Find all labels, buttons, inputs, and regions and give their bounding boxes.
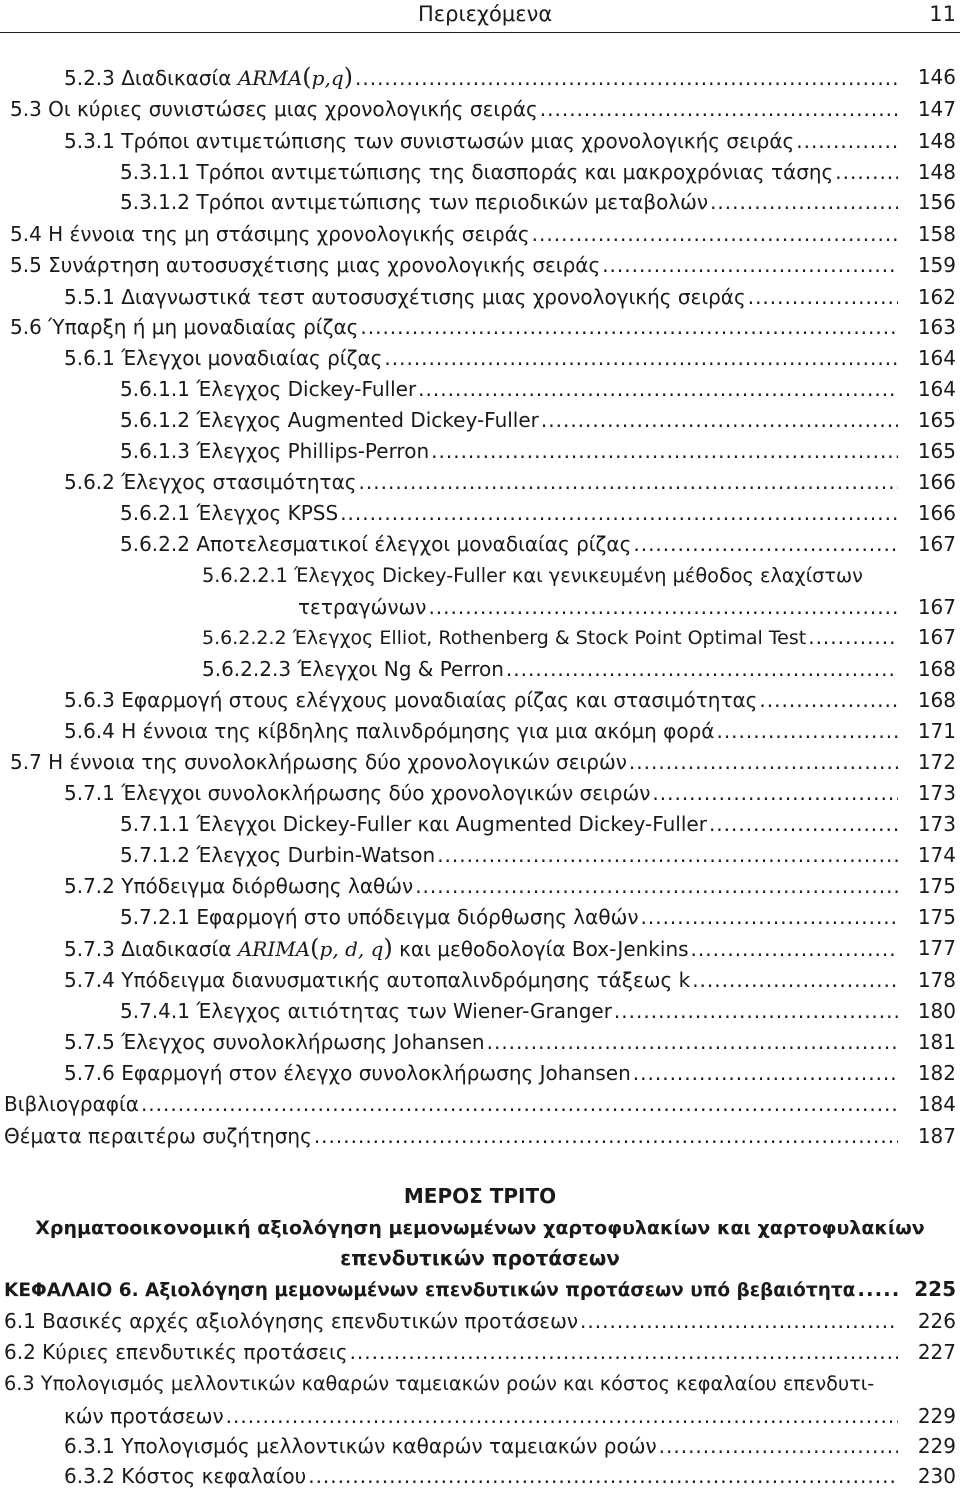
toc-entry-page: 175: [917, 905, 956, 929]
leader-dots: [759, 685, 898, 715]
toc-entry-page: 230: [917, 1464, 956, 1488]
toc-entry-page: 166: [917, 501, 956, 525]
leader-dots: [360, 312, 898, 342]
toc-entry-text: 5.3.1.2 Τρόποι αντιμετώπισης των περιοδικών μεταβολών: [120, 190, 709, 214]
toc-entry[interactable]: [0, 1431, 960, 1461]
toc-entry-page: 165: [917, 408, 956, 432]
chapter-entry[interactable]: [0, 1274, 960, 1304]
toc-entry-page: 158: [917, 222, 956, 246]
toc-entry-page: 180: [917, 999, 956, 1023]
leader-dots: [602, 250, 898, 280]
toc-entry[interactable]: [0, 436, 960, 466]
toc-entry-page: 171: [917, 719, 956, 743]
leader-dots: [532, 219, 898, 249]
toc-entry-page: 229: [917, 1404, 956, 1428]
toc-entry-page: 187: [917, 1124, 956, 1148]
toc-entry[interactable]: 5.7.3 Διαδικασία ARIMA(p, d, q) και μεθοδολογία Box-Jenkins ..... 177: [0, 933, 960, 963]
toc-entry[interactable]: [0, 126, 960, 156]
leader-dots: [415, 871, 898, 901]
toc-entry-text: 5.2.3 Διαδικασία: [64, 66, 238, 90]
leader-dots: [308, 1461, 898, 1491]
toc-entry-page: 229: [917, 1434, 956, 1458]
toc-entry[interactable]: [0, 374, 960, 404]
leader-dots: [659, 1431, 898, 1461]
leader-dots: [540, 94, 898, 124]
toc-entry-page: 227: [917, 1340, 956, 1364]
toc-entry-page: 172: [917, 750, 956, 774]
toc-entry-text: 5.6.1 Έλεγχοι μοναδιαίας ρίζας: [64, 346, 383, 370]
toc-entry[interactable]: 5.2.3 Διαδικασία ARMA(p,q) ..... 146: [0, 62, 960, 92]
header-title: Περιεχόμενα: [418, 2, 553, 26]
leader-dots: [710, 187, 898, 217]
toc-entry[interactable]: [0, 592, 960, 622]
toc-entry-page: 175: [917, 874, 956, 898]
toc-entry[interactable]: [0, 1401, 960, 1431]
toc-entry-page: 146: [917, 65, 956, 89]
toc-entry-text: 5.7.1 Έλεγχοι συνολοκλήρωσης δύο χρονολογικών σειρών: [64, 781, 651, 805]
toc-entry[interactable]: [0, 94, 960, 124]
part-label: ΜΕΡΟΣ ΤΡΙΤΟ: [403, 1184, 557, 1208]
leader-dots: [796, 126, 898, 156]
leader-dots: [340, 498, 898, 528]
toc-entry[interactable]: [0, 312, 960, 342]
leader-dots: [652, 778, 898, 808]
toc-entry-text: 5.6.3 Εφαρμογή στους ελέγχους μοναδιαίας ρίζας και στασιμότητας: [64, 688, 758, 712]
toc-entry[interactable]: [0, 157, 960, 187]
leader-dots: [716, 716, 898, 746]
toc-entry-continuation: κών προτάσεων: [64, 1404, 224, 1428]
toc-entry[interactable]: [0, 871, 960, 901]
toc-entry[interactable]: [0, 405, 960, 435]
toc-entry-page: 167: [917, 625, 956, 649]
toc-entry-math: ARMA: [237, 66, 303, 90]
leader-dots: [709, 809, 898, 839]
toc-entry[interactable]: [0, 1121, 960, 1151]
toc-entry[interactable]: [0, 685, 960, 715]
toc-entry[interactable]: [0, 778, 960, 808]
leader-dots: [835, 157, 898, 187]
toc-entry-text: 5.5.1 Διαγνωστικά τεστ αυτοσυσχέτισης μιας χρονολογικής σειράς: [64, 285, 746, 309]
leader-dots: [355, 63, 898, 93]
toc-entry-page: 163: [917, 315, 956, 339]
part-title-line-2: επενδυτικών προτάσεων: [340, 1246, 620, 1270]
leader-dots: [614, 996, 898, 1026]
header-page-number: 11: [929, 2, 956, 26]
toc-entry-text: 5.7.3 Διαδικασία: [64, 937, 238, 961]
leader-dots: [748, 282, 898, 312]
toc-entry-text: 5.6.1.1 Έλεγχος Dickey-Fuller: [120, 377, 417, 401]
toc-entry-page: 167: [917, 595, 956, 619]
toc-entry[interactable]: [0, 654, 960, 684]
leader-dots: [226, 1401, 898, 1431]
leader-dots: [350, 1337, 898, 1367]
toc-entry-text: 5.4 Η έννοια της μη στάσιμης χρονολογικής σειράς: [10, 222, 530, 246]
toc-entry-page: 147: [917, 97, 956, 121]
toc-entry-text: 5.6.2.2 Αποτελεσματικοί έλεγχοι μοναδιαίας ρίζας: [120, 532, 632, 556]
toc-entry-text: 5.7.6 Εφαρμογή στον έλεγχο συνολοκλήρωσης Johansen: [64, 1061, 631, 1085]
toc-entry-text: 6.3.2 Κόστος κεφαλαίου: [64, 1464, 307, 1488]
toc-entry[interactable]: [0, 716, 960, 746]
toc-entry-page: 148: [917, 129, 956, 153]
toc-entry-text: 5.6.1.3 Έλεγχος Phillips-Perron: [120, 439, 430, 463]
toc-entry[interactable]: [0, 529, 960, 559]
toc-entry-text: 5.6.4 Η έννοια της κίβδηλης παλινδρόμησης για μια ακόμη φορά: [64, 719, 715, 743]
toc-entry-page: 166: [917, 470, 956, 494]
toc-entry-text: 5.6.2.2.2 Έλεγχος Elliot, Rothenberg & Stock Point Optimal Test: [202, 627, 807, 649]
leader-dots: [487, 1027, 898, 1057]
toc-entry[interactable]: [0, 187, 960, 217]
leader-dots: [359, 467, 898, 497]
toc-entry-page: 148: [917, 160, 956, 184]
toc-entry-math: ARIMA: [237, 937, 311, 961]
toc-entry[interactable]: [0, 498, 960, 528]
toc-entry-page: 181: [917, 1030, 956, 1054]
toc-entry-page: 168: [917, 657, 956, 681]
toc-entry-text: 5.7.2.1 Εφαρμογή στο υπόδειγμα διόρθωσης λαθών: [120, 905, 639, 929]
toc-entry[interactable]: [0, 1058, 960, 1088]
toc-entry-text: 5.7.4.1 Έλεγχος αιτιότητας των Wiener-Granger: [120, 999, 612, 1023]
toc-entry[interactable]: [0, 467, 960, 497]
leader-dots: [141, 1089, 898, 1119]
toc-entry-page: 182: [917, 1061, 956, 1085]
toc-entry-text: 5.6.2.2.3 Έλεγχοι Ng & Perron: [202, 657, 504, 681]
toc-entry[interactable]: [0, 1461, 960, 1491]
toc-entry-page: 164: [917, 346, 956, 370]
toc-entry-text: 6.2 Κύριες επενδυτικές προτάσεις: [4, 1340, 348, 1364]
toc-entry[interactable]: [0, 1337, 960, 1367]
toc-entry[interactable]: [0, 809, 960, 839]
toc-entry[interactable]: [0, 1089, 960, 1119]
leader-dots: [437, 840, 898, 870]
toc-entry-text: 5.7.5 Έλεγχος συνολοκλήρωσης Johansen: [64, 1030, 485, 1054]
toc-entry[interactable]: [0, 1306, 960, 1336]
toc-entry-text: 5.6.1.2 Έλεγχος Augmented Dickey-Fuller: [120, 408, 539, 432]
toc-entry-math-args: p,q: [311, 66, 344, 90]
leader-dots: [691, 934, 898, 964]
toc-entry-text: ΚΕΦΑΛΑΙΟ 6. Αξιολόγηση μεμονωμένων επενδυτικών προτάσεων υπό βεβαιότητα: [4, 1280, 856, 1301]
toc-entry-page: 167: [917, 532, 956, 556]
leader-dots: [431, 436, 898, 466]
leader-dots: [808, 622, 898, 652]
toc-entry-text: 5.7.1.1 Έλεγχοι Dickey-Fuller και Augmented Dickey-Fuller: [120, 812, 707, 836]
toc-entry[interactable]: [0, 343, 960, 373]
toc-entry-page: 184: [917, 1092, 956, 1116]
toc-entry-page: 156: [917, 190, 956, 214]
toc-entry-text: Θέματα περαιτέρω συζήτησης: [4, 1124, 312, 1148]
toc-entry-text: 6.1 Βασικές αρχές αξιολόγησης επενδυτικών προτάσεων: [4, 1309, 579, 1333]
toc-entry-math-args: p, d, q: [319, 937, 384, 961]
toc-entry-text: 5.5 Συνάρτηση αυτοσυσχέτισης μιας χρονολογικής σειράς: [10, 253, 601, 277]
toc-entry-text: 5.7.1.2 Έλεγχος Durbin-Watson: [120, 843, 436, 867]
leader-dots: [314, 1121, 898, 1151]
toc-entry-text: 5.6.2 Έλεγχος στασιμότητας: [64, 470, 357, 494]
toc-entry-text: 5.6.2.2.1 Έλεγχος Dickey-Fuller και γενικευμένη μέθοδος ελαχίστων: [202, 564, 863, 587]
part-title-line-1: Χρηματοοικονομική αξιολόγηση μεμονωμένων χαρτοφυλακίων και χαρτοφυλακίων: [35, 1217, 925, 1239]
toc-entry-text: 5.7 Η έννοια της συνολοκλήρωσης δύο χρονολογικών σειρών: [10, 750, 627, 774]
leader-dots: [506, 654, 898, 684]
header-rule: [0, 32, 960, 33]
toc-entry-page: 225: [914, 1277, 956, 1301]
leader-dots: [633, 1058, 898, 1088]
toc-entry[interactable]: [0, 902, 960, 932]
toc-entry-text: 5.3.1.1 Τρόποι αντιμετώπισης της διασποράς και μακροχρόνιας τάσης: [120, 160, 834, 184]
toc-entry[interactable]: [0, 965, 960, 995]
toc-entry-page: 178: [917, 968, 956, 992]
toc-entry-page: 165: [917, 439, 956, 463]
leader-dots: [541, 405, 898, 435]
toc-entry[interactable]: [0, 219, 960, 249]
toc-entry-page: 168: [917, 688, 956, 712]
toc-entry-page: 173: [917, 781, 956, 805]
toc-entry-text: 5.3 Οι κύριες συνιστώσες μιας χρονολογικής σειράς: [10, 97, 538, 121]
toc-entry-text: 6.3.1 Υπολογισμός μελλοντικών καθαρών ταμειακών ροών: [64, 1434, 657, 1458]
toc-entry[interactable]: [0, 840, 960, 870]
toc-entry[interactable]: [0, 1027, 960, 1057]
leader-dots: [692, 965, 898, 995]
toc-entry-text: 5.7.4 Υπόδειγμα διανυσματικής αυτοπαλινδρόμησης τάξεως k: [64, 968, 691, 992]
toc-entry[interactable]: [0, 282, 960, 312]
toc-entry-text-post: και μεθοδολογία Box-Jenkins: [392, 937, 689, 961]
toc-entry-page: 173: [917, 812, 956, 836]
leader-dots: [580, 1306, 898, 1336]
leader-dots: [857, 1274, 898, 1304]
leader-dots: [384, 343, 898, 373]
leader-dots: [629, 747, 898, 777]
toc-entry-text: 6.3 Υπολογισμός μελλοντικών καθαρών ταμειακών ροών και κόστος κεφαλαίου επενδυτι-: [4, 1372, 875, 1395]
toc-entry-page: 174: [917, 843, 956, 867]
toc-entry-page: 159: [917, 253, 956, 277]
toc-entry[interactable]: [0, 250, 960, 280]
page-header: [0, 0, 960, 32]
toc-entry-text: Βιβλιογραφία: [4, 1092, 139, 1116]
toc-entry-text: 5.7.2 Υπόδειγμα διόρθωσης λαθών: [64, 874, 414, 898]
toc-entry-page: 162: [917, 285, 956, 309]
toc-entry-page: 164: [917, 377, 956, 401]
leader-dots: [428, 592, 898, 622]
toc-entry-continuation: τετραγώνων: [298, 595, 427, 619]
toc-entry-text: 5.3.1 Τρόποι αντιμετώπισης των συνιστωσών μιας χρονολογικής σειράς: [64, 129, 795, 153]
toc-entry[interactable]: [0, 622, 960, 652]
leader-dots: [633, 529, 898, 559]
leader-dots: [641, 902, 899, 932]
toc-entry[interactable]: [0, 747, 960, 777]
toc-entry[interactable]: [0, 996, 960, 1026]
leader-dots: [418, 374, 898, 404]
toc-entry-text: 5.6.2.1 Έλεγχος KPSS: [120, 501, 339, 525]
toc-entry-page: 226: [917, 1309, 956, 1333]
toc-entry-text: 5.6 Ύπαρξη ή μη μοναδιαίας ρίζας: [10, 315, 359, 339]
toc-entry-page: 177: [917, 936, 956, 960]
